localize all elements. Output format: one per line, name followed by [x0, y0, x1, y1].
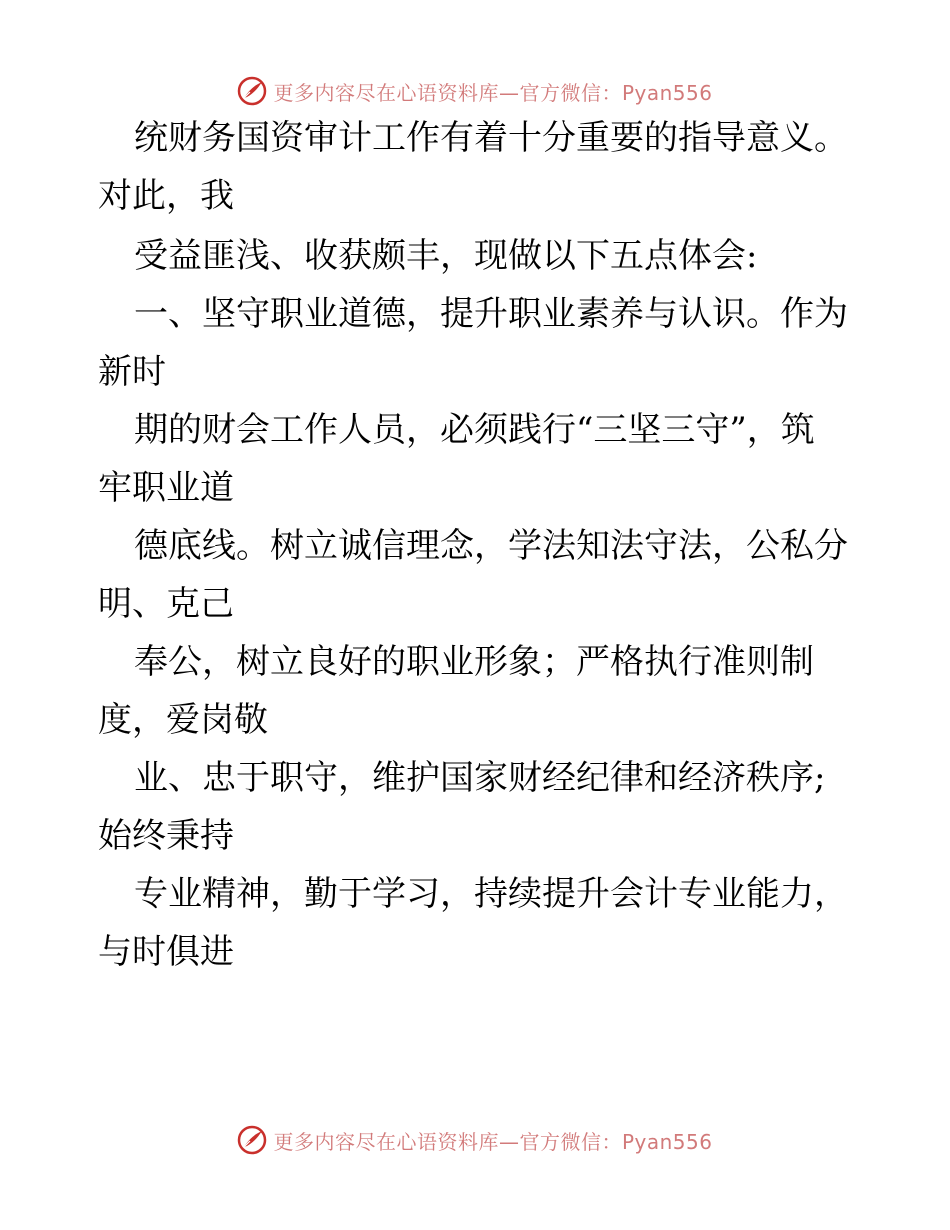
quill-logo-icon [237, 1125, 267, 1155]
body-line: 专业精神，勤于学习，持续提升会计专业能力， [134, 874, 848, 914]
watermark-text: 更多内容尽在心语资料库—官方微信：Pyan556 [273, 80, 713, 105]
body-line: 期的财会工作人员，必须践行“三坚三守”，筑 [134, 410, 815, 450]
body-line: 明、克己 [98, 584, 234, 624]
body-line: 一、坚守职业道德，提升职业素养与认识。作为 [134, 294, 848, 334]
body-line: 德底线。树立诚信理念，学法知法守法，公私分 [134, 526, 848, 566]
body-line: 对此，我 [98, 176, 234, 216]
body-line: 牢职业道 [98, 468, 234, 508]
body-line: 度，爱岗敬 [98, 700, 268, 740]
body-line: 始终秉持 [98, 816, 234, 856]
body-line: 受益匪浅、收获颇丰，现做以下五点体会: [134, 236, 758, 276]
footer-watermark [0, 1120, 950, 1160]
quill-logo-icon [237, 76, 267, 106]
body-line: 业、忠于职守，维护国家财经纪律和经济秩序; [134, 758, 826, 798]
body-line: 与时俱进 [98, 932, 234, 972]
body-line: 统财务国资审计工作有着十分重要的指导意义。 [134, 118, 848, 158]
body-line: 奉公，树立良好的职业形象；严格执行准则制 [134, 642, 814, 682]
watermark-text: 更多内容尽在心语资料库—官方微信：Pyan556 [273, 1129, 713, 1154]
body-line: 新时 [98, 352, 166, 392]
header-watermark [0, 71, 950, 111]
